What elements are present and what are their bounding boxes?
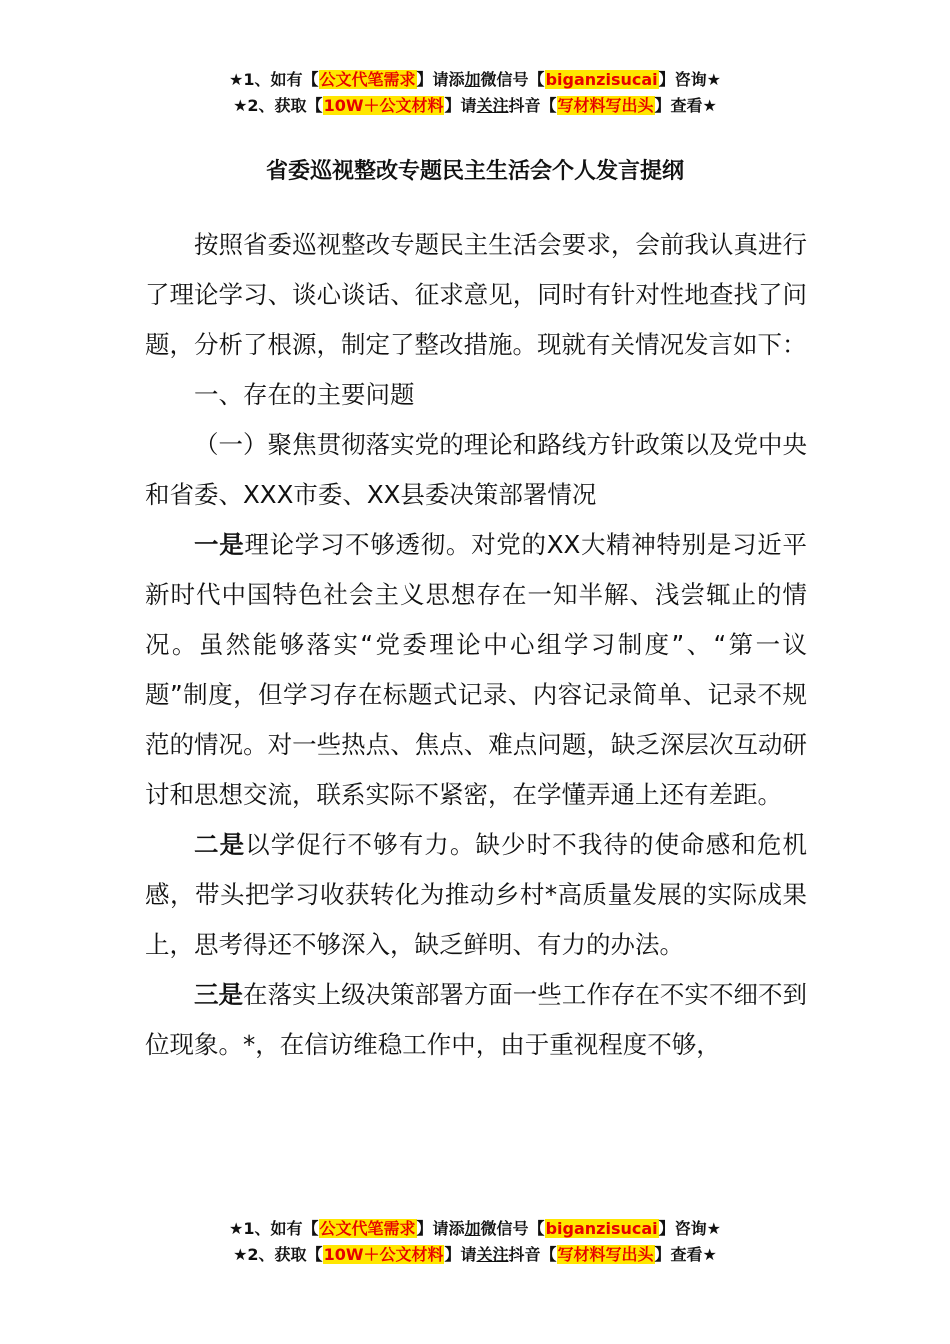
banner-text: ★1、如有【 — [229, 1219, 319, 1238]
banner-highlight-service: 公文代笔需求 — [319, 70, 416, 89]
banner-highlight-service: 公文代笔需求 — [319, 1219, 416, 1238]
document-title: 省委巡视整改专题民主生活会个人发言提纲 — [265, 159, 684, 184]
header-banner — [0, 67, 950, 119]
section-heading: 一、存在的主要问题 — [194, 380, 415, 409]
banner-text: ★2、获取【 — [233, 96, 323, 115]
banner-underlined-text: 加 — [464, 70, 481, 89]
banner-text: 】查看★ — [654, 96, 717, 115]
intro-paragraph: 按照省委巡视整改专题民主生活会要求，会前我认真进行了理论学习、谈心谈话、征求意见，同时有针对性地查找了问题，分析了根源，制定了整改措施。现就有关情况发言如下： — [145, 230, 807, 359]
subsection-heading: （一）聚焦贯彻落实党的理论和路线方针政策以及党中央和省委、XXX市委、XX县委决策部署情况 — [145, 430, 807, 509]
document-body — [145, 220, 807, 1070]
banner-highlight-materials: 10W＋公文材料 — [323, 96, 444, 115]
point-text: 在落实上级决策部署方面一些工作存在不实不细不到位现象。*，在信访维稳工作中，由于重视程度不够， — [145, 980, 808, 1059]
banner-highlight-materials: 10W＋公文材料 — [323, 1245, 444, 1264]
banner-text: 微信号【 — [480, 1219, 545, 1238]
banner-text: 】咨询★ — [658, 1219, 721, 1238]
point-text: 以学促行不够有力。缺少时不我待的使命感和危机感，带头把学习收获转化为推动乡村*高质量发展的实际成果上，思考得还不够深入，缺乏鲜明、有力的办法。 — [145, 830, 808, 959]
point-text: 理论学习不够透彻。对党的XX大精神特别是习近平新时代中国特色社会主义思想存在一知半解、浅尝辄止的情况。虽然能够落实“党委理论中心组学习制度”、“第一议题”制度，但学习存在标题式记录、内容记录简单、记录不规范的情况。对一些热点、焦点、难点问题，缺乏深层次互动研讨和思想交流，联系实际不紧密，在学懂弄通上还有差距。 — [145, 530, 807, 809]
point-lead: 一是 — [194, 530, 245, 559]
point-lead: 二是 — [194, 830, 246, 859]
banner-underlined-text: 关注 — [476, 96, 509, 115]
banner-highlight-douyin: 写材料写出头 — [557, 96, 654, 115]
banner-highlight-wechat-id: biganzisucai — [545, 70, 658, 89]
banner-underlined-text: 加 — [464, 1219, 481, 1238]
header-banner-line-1 — [0, 67, 950, 93]
footer-banner-line-1 — [0, 1216, 950, 1242]
footer-banner-line-2 — [0, 1242, 950, 1268]
footer-banner — [0, 1216, 950, 1268]
point-paragraph — [145, 820, 807, 970]
banner-text: ★2、获取【 — [233, 1245, 323, 1264]
header-banner-line-2 — [0, 93, 950, 119]
banner-text: ★1、如有【 — [229, 70, 319, 89]
point-lead: 三是 — [194, 980, 244, 1009]
banner-text: 】咨询★ — [658, 70, 721, 89]
banner-text: 】请添 — [416, 1219, 465, 1238]
banner-text: 】请添 — [416, 70, 465, 89]
banner-text: 抖音【 — [508, 96, 557, 115]
banner-text: 微信号【 — [480, 70, 545, 89]
banner-text: 】请 — [444, 96, 477, 115]
banner-highlight-wechat-id: biganzisucai — [545, 1219, 658, 1238]
banner-highlight-douyin: 写材料写出头 — [557, 1245, 654, 1264]
point-paragraph — [145, 520, 807, 820]
banner-text: 】查看★ — [654, 1245, 717, 1264]
banner-text: 】请 — [444, 1245, 477, 1264]
banner-text: 抖音【 — [508, 1245, 557, 1264]
banner-underlined-text: 关注 — [476, 1245, 509, 1264]
point-paragraph — [145, 970, 807, 1070]
